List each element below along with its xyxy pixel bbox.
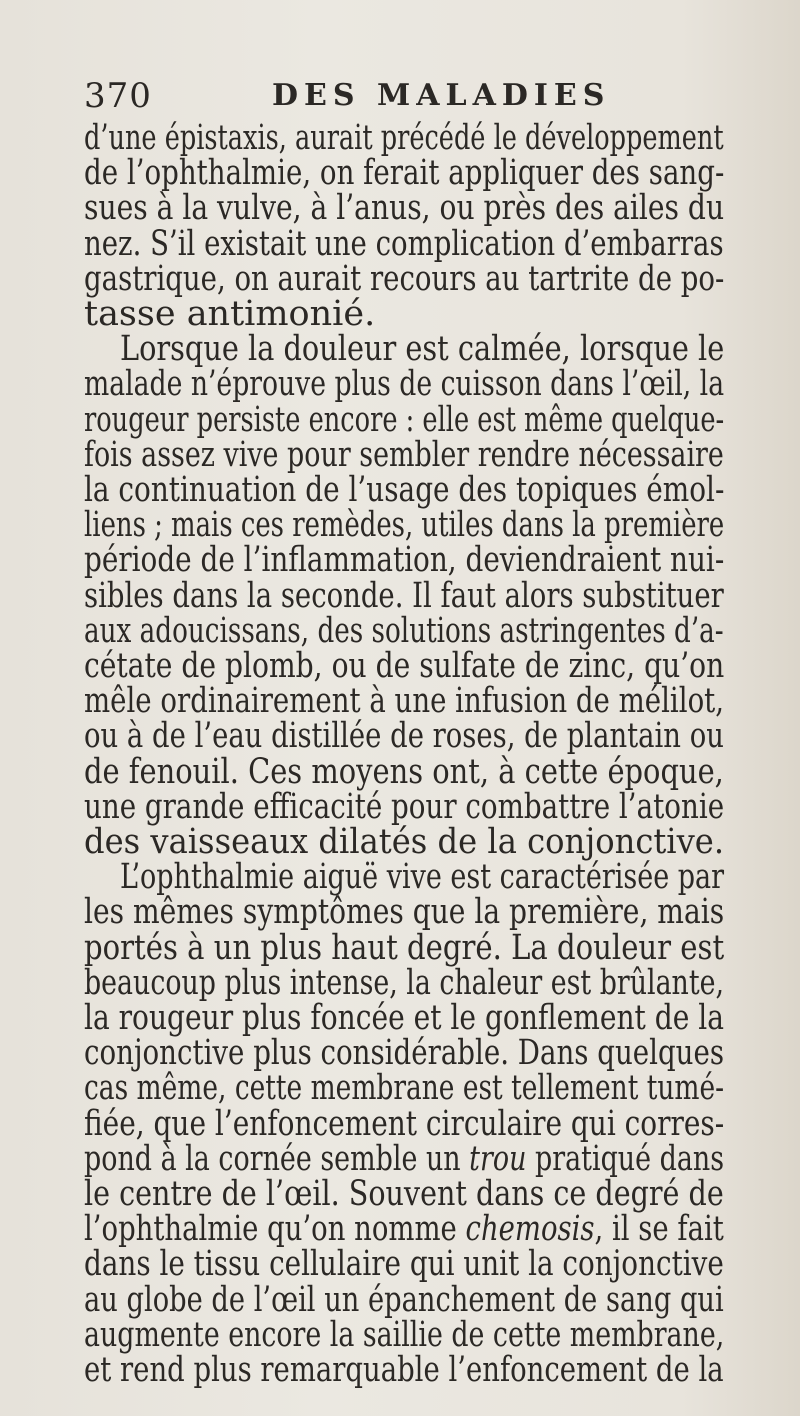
text-line: rougeur persiste encore : elle est même quelque-	[84, 399, 725, 440]
text-line: aux adoucissans, des solutions astringentes d’a-	[84, 610, 724, 651]
text-line: et rend plus remarquable l’enfoncement de la	[84, 1350, 724, 1390]
paragraph-start-line: L’ophthalmie aiguë vive est caractérisée par	[120, 857, 725, 898]
text-line: de l’ophthalmie, on ferait appliquer des sang-	[84, 153, 725, 194]
text-line: pond à la cornée semble un trou pratiqué dans	[84, 1138, 725, 1179]
text-line: augmente encore la saillie de cette membrane,	[84, 1314, 725, 1355]
text-line: portés à un plus haut degré. La douleur est	[84, 927, 725, 968]
text-line: période de l’inflammation, deviendraient nui-	[84, 540, 725, 581]
text-line: cétate de plomb, ou de sulfate de zinc, qu’on	[84, 646, 725, 686]
text-line: conjonctive plus considérable. Dans quelques	[84, 1033, 725, 1074]
text-line: une grande efficacité pour combattre l’atonie	[84, 786, 725, 827]
text-line: d’une épistaxis, aurait précédé le développement	[84, 118, 724, 158]
text-line: l’ophthalmie qu’on nomme chemosis, il se fait	[84, 1209, 724, 1250]
text-line: le centre de l’œil. Souvent dans ce degré de	[84, 1174, 724, 1214]
page-header	[84, 74, 724, 118]
text-line: beaucoup plus intense, la chaleur est brûlante,	[84, 962, 725, 1003]
text-line: malade n’éprouve plus de cuisson dans l’œil, la	[84, 364, 725, 405]
text-line: tasse antimonié.	[84, 294, 376, 334]
text-line: ou à de l’eau distillée de roses, de plantain ou	[84, 716, 724, 757]
text-line: nez. S’il existait une complication d’embarras	[84, 223, 724, 264]
text-line: de fenouil. Ces moyens ont, à cette époque,	[84, 751, 724, 792]
text-line: les mêmes symptômes que la première, mais	[84, 892, 725, 933]
text-line: la continuation de l’usage des topiques émol-	[84, 470, 725, 510]
text-line: sibles dans la seconde. Il faut alors substituer	[84, 575, 724, 616]
text-line: gastrique, on aurait recours au tartrite de po-	[84, 258, 725, 299]
text-line: liens ; mais ces remèdes, utiles dans la première	[84, 505, 725, 546]
text-line: au globe de l’œil un épanchement de sang qui	[84, 1279, 724, 1320]
running-head: DES MALADIES	[272, 78, 611, 113]
text-line: fiée, que l’enfoncement circulaire qui corres-	[84, 1103, 725, 1144]
text-line: mêle ordinairement à une infusion de mélilot,	[84, 681, 725, 722]
paragraph-start-line: Lorsque la douleur est calmée, lorsque le	[120, 329, 725, 370]
text-line: dans le tissu cellulaire qui unit la conjonctive	[84, 1244, 724, 1285]
text-line: fois assez vive pour sembler rendre nécessaire	[84, 434, 724, 475]
text-line: des vaisseaux dilatés de la conjonctive.	[84, 822, 725, 862]
text-line: cas même, cette membrane est tellement tumé-	[84, 1068, 725, 1109]
text-line: sues à la vulve, à l’anus, ou près des ailes du	[84, 188, 725, 229]
page-number: 370	[84, 76, 152, 116]
text-line: la rougeur plus foncée et le gonflement de la	[84, 998, 724, 1038]
